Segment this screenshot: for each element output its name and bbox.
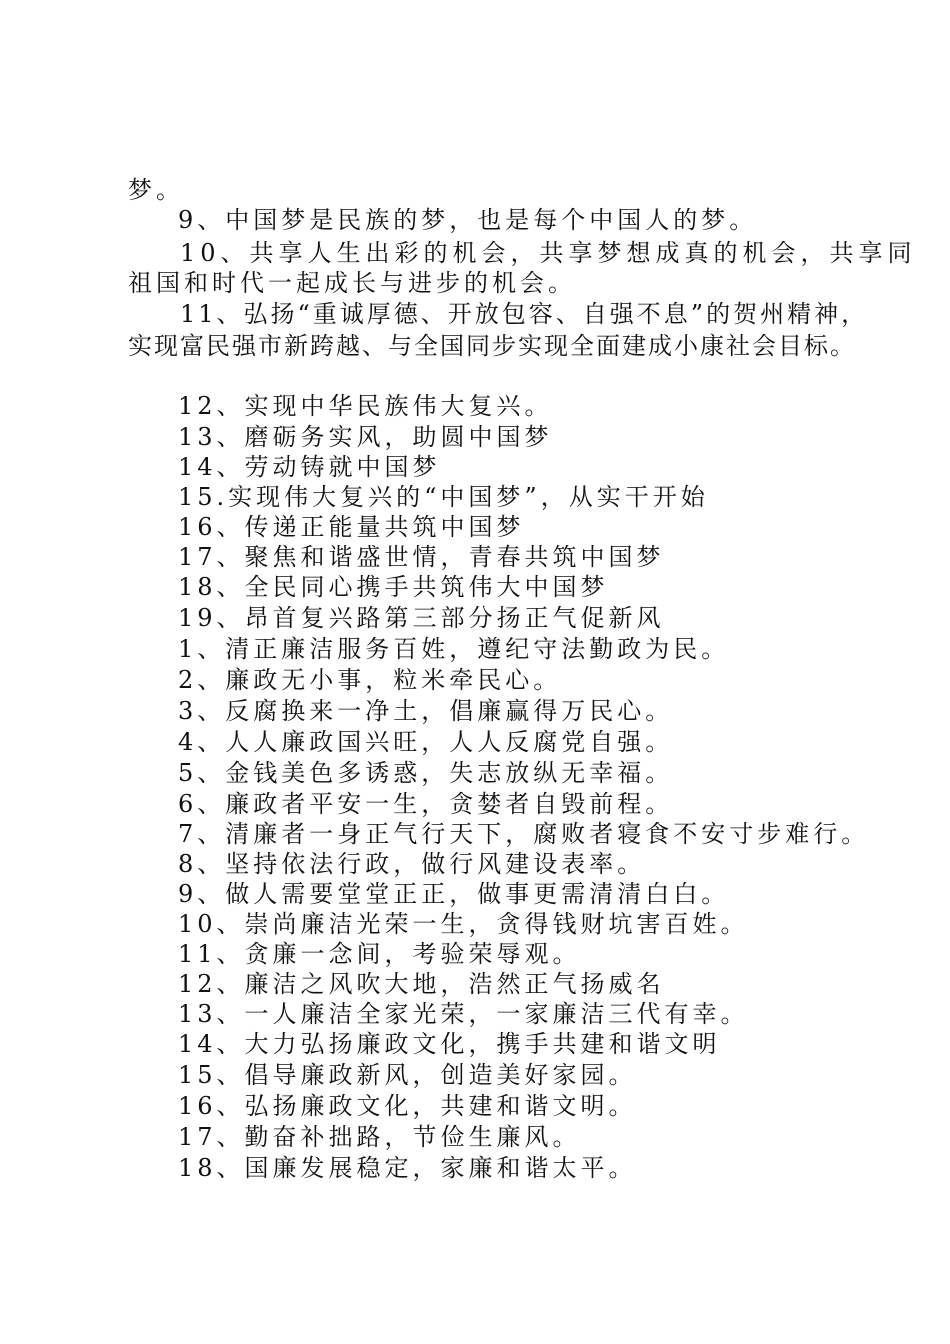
text-line: 12、实现中华民族伟大复兴。 [178, 392, 553, 420]
text-line: 实现富民强市新跨越、与全国同步实现全面建成小康社会目标。 [128, 332, 856, 360]
text-line: 19、昂首复兴路第三部分扬正气促新风 [178, 604, 665, 632]
text-line: 4、人人廉政国兴旺，人人反腐党自强。 [178, 728, 674, 756]
text-line: 14、大力弘扬廉政文化，携手共建和谐文明 [178, 1030, 721, 1058]
text-line: 14、劳动铸就中国梦 [178, 453, 441, 481]
text-line: 18、全民同心携手共筑伟大中国梦 [178, 573, 609, 601]
text-line: 梦。 [128, 176, 184, 204]
text-line: 7、清廉者一身正气行天下，腐败者寝食不安寸步难行。 [178, 820, 870, 848]
text-line: 1、清正廉洁服务百姓，遵纪守法勤政为民。 [178, 635, 730, 663]
text-line: 8、坚持依法行政，做行风建设表率。 [178, 850, 646, 878]
text-line: 17、聚焦和谐盛世情，青春共筑中国梦 [178, 543, 665, 571]
text-line: 12、廉洁之风吹大地，浩然正气扬威名 [178, 970, 665, 998]
text-line: 3、反腐换来一净土，倡廉赢得万民心。 [178, 697, 674, 725]
text-line: 13、磨砺务实风，助圆中国梦 [178, 423, 553, 451]
text-line: 15、倡导廉政新风，创造美好家园。 [178, 1061, 637, 1089]
text-line: 13、一人廉洁全家光荣，一家廉洁三代有幸。 [178, 1000, 749, 1028]
text-line: 6、廉政者平安一生，贪婪者自毁前程。 [178, 790, 674, 818]
text-line: 9、做人需要堂堂正正，做事更需清清白白。 [178, 880, 730, 908]
text-line: 10、崇尚廉洁光荣一生，贪得钱财坑害百姓。 [178, 910, 749, 938]
text-line: 10、共享人生出彩的机会，共享梦想成真的机会，共享同 [180, 239, 917, 267]
text-line: 2、廉政无小事，粒米牵民心。 [178, 666, 562, 694]
text-line: 11、贪廉一念间，考验荣辱观。 [178, 940, 581, 968]
text-line: 9、中国梦是民族的梦，也是每个中国人的梦。 [178, 206, 758, 234]
text-line: 16、弘扬廉政文化，共建和谐文明。 [178, 1092, 637, 1120]
text-line: 祖国和时代一起成长与进步的机会。 [128, 269, 576, 297]
text-line: 18、国廉发展稳定，家廉和谐太平。 [178, 1154, 637, 1182]
text-line: 16、传递正能量共筑中国梦 [178, 513, 525, 541]
text-line: 5、金钱美色多诱惑，失志放纵无幸福。 [178, 759, 674, 787]
text-line: 17、勤奋补拙路，节俭生廉风。 [178, 1123, 581, 1151]
text-line: 15.实现伟大复兴的“中国梦”，从实干开始 [178, 483, 709, 511]
text-line: 11、弘扬“重诚厚德、开放包容、自强不息”的贺州精神， [180, 300, 869, 328]
